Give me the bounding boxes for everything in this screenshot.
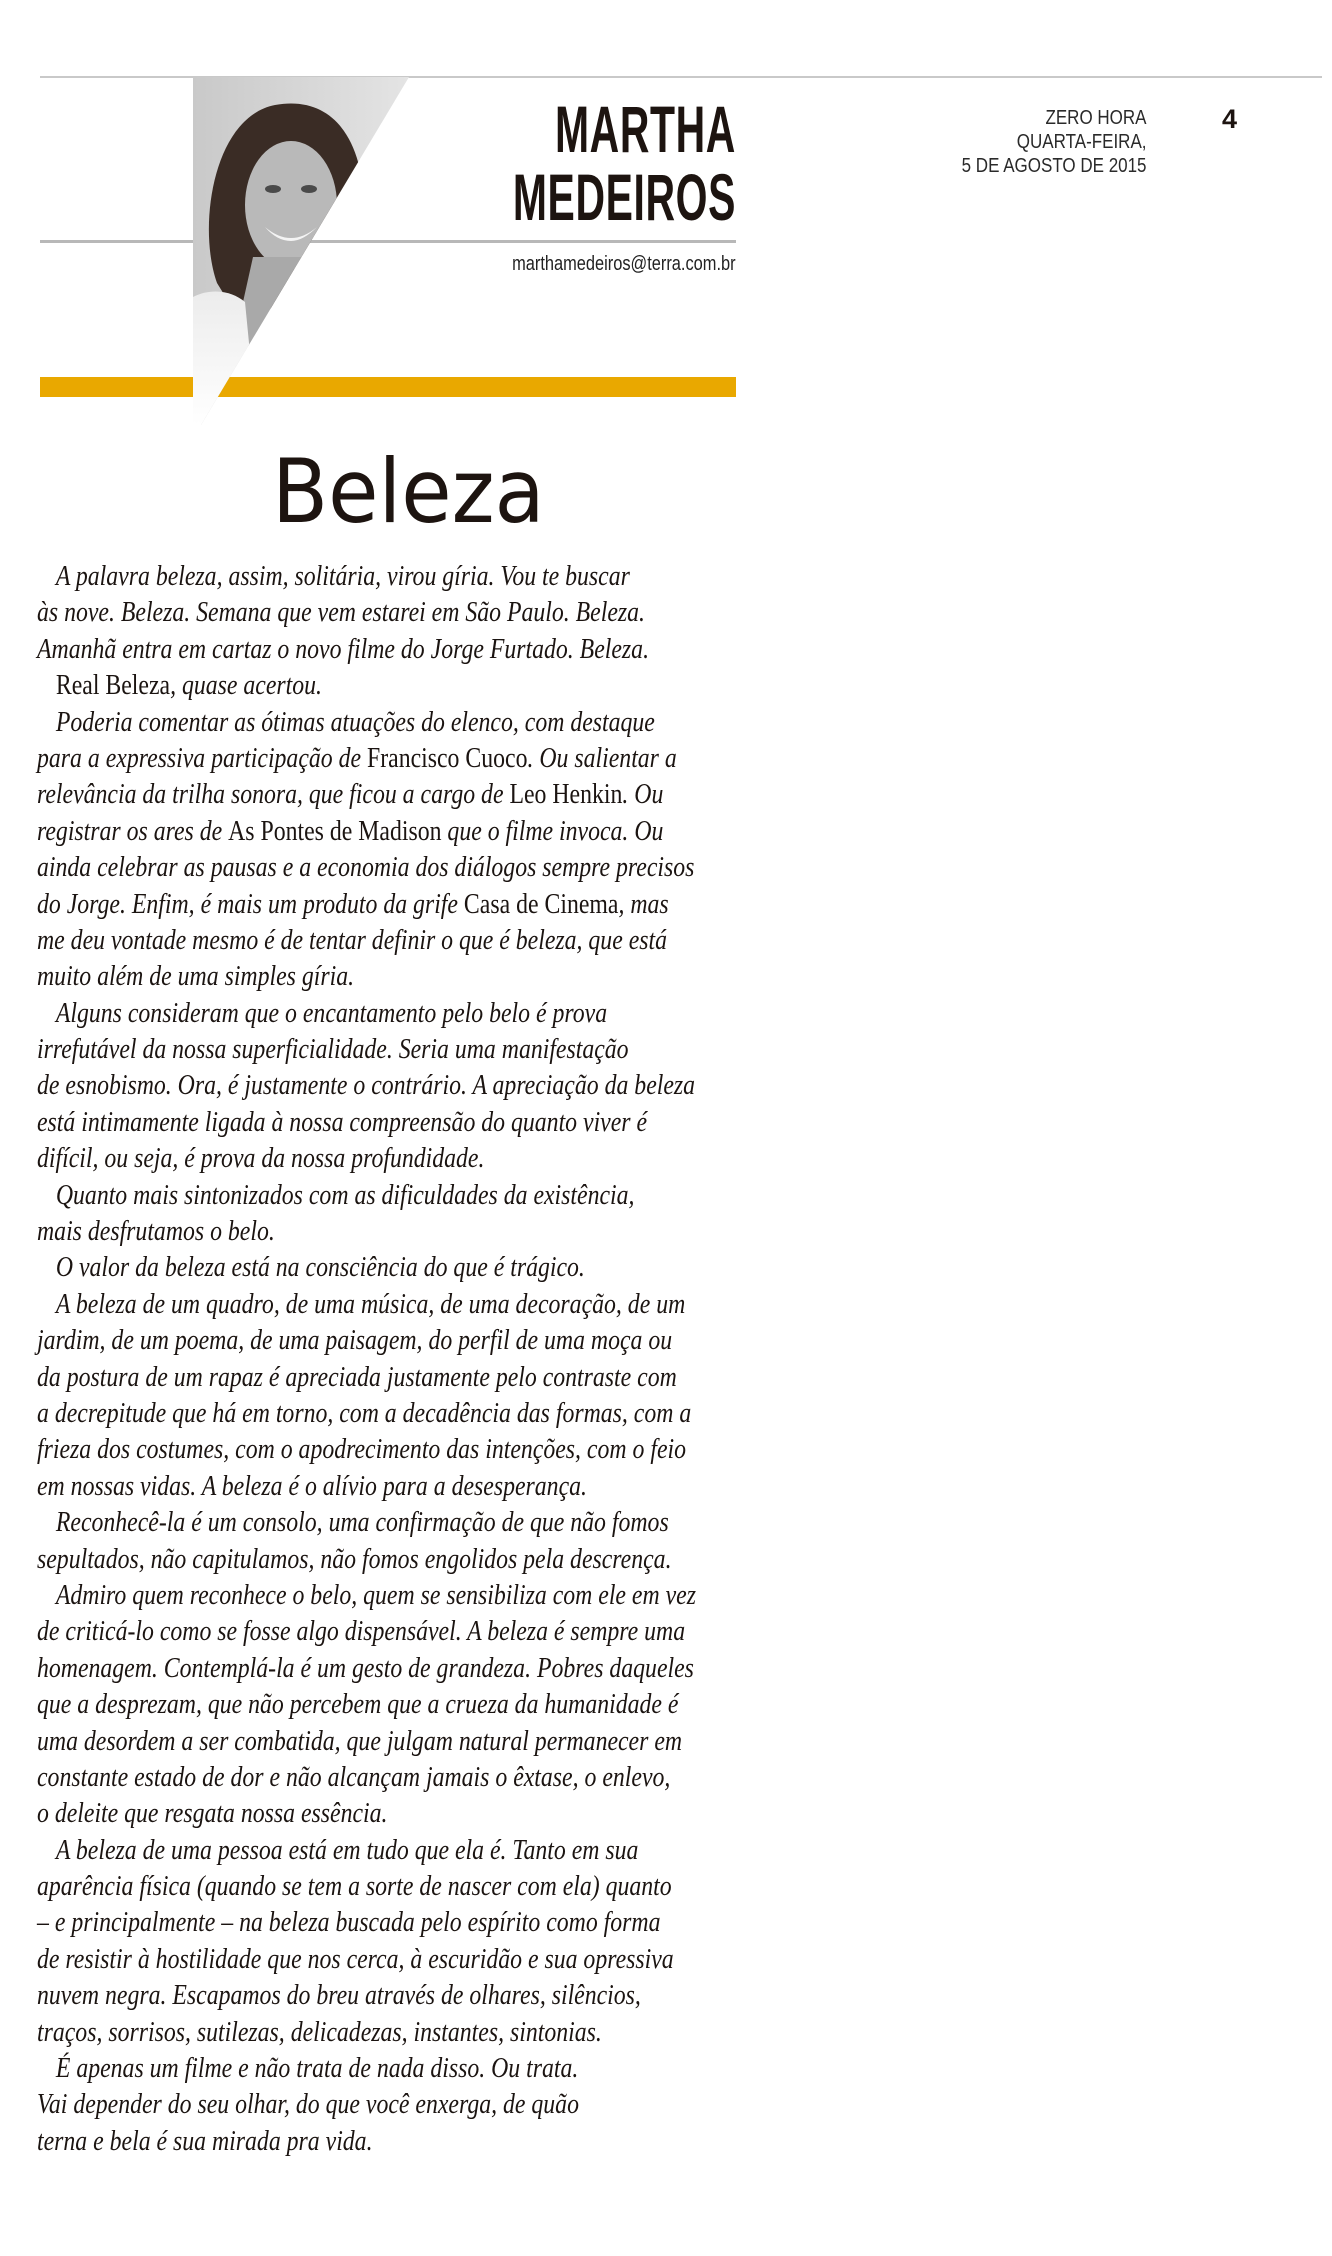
line-text: de resistir à hostilidade que nos cerca, à escuridão e sua opressiva [37, 1942, 674, 1975]
line-text: A beleza de uma pessoa está em tudo que ela é. Tanto em sua [55, 1833, 639, 1866]
line-text: homenagem. Contemplá-la é um gesto de grandeza. Pobres daqueles [37, 1651, 694, 1684]
article-line [37, 704, 742, 740]
line-text: está intimamente ligada à nossa compreensão do quanto viver é [37, 1105, 648, 1138]
line-text: Vai depender do seu olhar, do que você enxerga, de quão [37, 2088, 579, 2121]
article-line [37, 1541, 742, 1577]
article-line [37, 558, 742, 594]
proper-name-text: Leo Henkin [509, 778, 623, 811]
line-text: o deleite que resgata nossa essência. [37, 1797, 388, 1830]
proper-name-text: As Pontes de Madison [228, 814, 442, 847]
line-text: frieza dos costumes, com o apodrecimento das intenções, com o feio [37, 1433, 687, 1466]
line-text: que o filme invoca. Ou [441, 814, 664, 847]
line-text: da postura de um rapaz é apreciada justamente pelo contraste com [37, 1360, 677, 1393]
article-line [37, 1613, 742, 1649]
article-line [37, 1213, 742, 1249]
columnist-first-name: MARTHA [554, 92, 736, 166]
article-line [37, 1031, 742, 1067]
line-text: para a expressiva participação de [37, 741, 367, 774]
line-text: Poderia comentar as ótimas atuações do elenco, com destaque [55, 705, 655, 738]
article-line [37, 594, 742, 630]
columnist-last-name: MEDEIROS [512, 160, 736, 234]
article-line [37, 1322, 742, 1358]
line-text: ainda celebrar as pausas e a economia dos diálogos sempre precisos [37, 851, 695, 884]
article-line [37, 1431, 742, 1467]
line-text: relevância da trilha sonora, que ficou a cargo de [37, 778, 510, 811]
line-text: – e principalmente – na beleza buscada pelo espírito como forma [37, 1906, 661, 1939]
article-line [37, 2086, 742, 2122]
line-text: de esnobismo. Ora, é justamente o contrário. A apreciação da beleza [37, 1069, 696, 1102]
article-line [37, 631, 742, 667]
line-text: em nossas vidas. A beleza é o alívio para a desesperança. [37, 1469, 587, 1502]
line-text: de criticá-lo como se fosse algo dispensável. A beleza é sempre uma [37, 1615, 686, 1648]
article-title: Beleza [272, 440, 545, 543]
line-text: , quase acertou. [170, 669, 322, 702]
article-line [37, 1868, 742, 1904]
article-line [37, 1723, 742, 1759]
line-text: Reconhecê-la é um consolo, uma confirmação de que não fomos [55, 1506, 669, 1539]
article-line [37, 922, 742, 958]
line-text: . Ou salientar a [527, 741, 677, 774]
article-line [37, 995, 742, 1031]
line-text: Amanhã entra em cartaz o novo filme do Jorge Furtado. Beleza. [37, 632, 650, 665]
article-line [37, 1468, 742, 1504]
article-line [37, 776, 742, 812]
article-line [37, 667, 742, 703]
weekday: QUARTA-FEIRA, [1017, 131, 1147, 153]
article-line [37, 1686, 742, 1722]
line-text: do Jorge. Enfim, é mais um produto da grife [37, 887, 464, 920]
article-line [37, 1067, 742, 1103]
line-text: O valor da beleza está na consciência do que é trágico. [55, 1251, 585, 1284]
article-line [37, 958, 742, 994]
article-line [37, 1650, 742, 1686]
article-line [37, 1832, 742, 1868]
article-line [37, 1359, 742, 1395]
columnist-email[interactable]: marthamedeiros@terra.com.br [512, 253, 736, 275]
article-line [37, 1504, 742, 1540]
proper-name-text: Casa de Cinema [463, 887, 619, 920]
line-text: traços, sorrisos, sutilezas, delicadezas, instantes, sintonias. [37, 2015, 602, 2048]
page-number: 4 [1222, 104, 1238, 134]
line-text: sepultados, não capitulamos, não fomos engolidos pela descrença. [37, 1542, 672, 1575]
proper-name-text: Francisco Cuoco [366, 741, 528, 774]
article-line [37, 813, 742, 849]
line-text: constante estado de dor e não alcançam jamais o êxtase, o enlevo, [37, 1760, 671, 1793]
article-line [37, 1286, 742, 1322]
line-text: aparência física (quando se tem a sorte de nascer com ela) quanto [37, 1870, 672, 1903]
line-text: terna e bela é sua mirada pra vida. [37, 2124, 373, 2157]
article-line [37, 1140, 742, 1176]
article-line [37, 1177, 742, 1213]
line-text: , mas [618, 887, 669, 920]
line-text: muito além de uma simples gíria. [37, 960, 355, 993]
columnist-photo [193, 77, 409, 425]
article-line [37, 2014, 742, 2050]
publication-date: 5 DE AGOSTO DE 2015 [962, 155, 1147, 177]
article-line [37, 1577, 742, 1613]
article-line [37, 1904, 742, 1940]
article-body [37, 558, 897, 2159]
article-line [37, 1249, 742, 1285]
article-line [37, 740, 742, 776]
line-text: . Ou [622, 778, 664, 811]
line-text: A palavra beleza, assim, solitária, virou gíria. Vou te buscar [55, 560, 630, 592]
article-line [37, 886, 742, 922]
article-line [37, 1759, 742, 1795]
article-line [37, 1977, 742, 2013]
line-text: irrefutável da nossa superficialidade. Seria uma manifestação [37, 1033, 629, 1066]
article-line [37, 2123, 742, 2159]
article-line [37, 1104, 742, 1140]
line-text: que a desprezam, que não percebem que a crueza da humanidade é [37, 1688, 679, 1721]
line-text: nuvem negra. Escapamos do breu através de olhares, silêncios, [37, 1979, 641, 2012]
article-line [37, 2050, 742, 2086]
line-text: Alguns consideram que o encantamento pelo belo é prova [55, 996, 608, 1029]
line-text: É apenas um filme e não trata de nada disso. Ou trata. [55, 2052, 579, 2085]
line-text: Quanto mais sintonizados com as dificuldades da existência, [55, 1178, 635, 1211]
line-text: registrar os ares de [37, 814, 229, 847]
line-text: uma desordem a ser combatida, que julgam natural permanecer em [37, 1724, 683, 1757]
newspaper-name: ZERO HORA [1045, 107, 1147, 129]
line-text: jardim, de um poema, de uma paisagem, do perfil de uma moça ou [37, 1324, 673, 1357]
article-line [37, 1795, 742, 1831]
line-text: às nove. Beleza. Semana que vem estarei em São Paulo. Beleza. [37, 596, 645, 629]
article-line [37, 1941, 742, 1977]
line-text: difícil, ou seja, é prova da nossa profundidade. [37, 1142, 485, 1175]
article-line [37, 1395, 742, 1431]
line-text: me deu vontade mesmo é de tentar definir o que é beleza, que está [37, 923, 668, 956]
masthead-info [929, 106, 1147, 178]
line-text: mais desfrutamos o belo. [37, 1215, 275, 1248]
article-line [37, 849, 742, 885]
line-text: A beleza de um quadro, de uma música, de uma decoração, de um [55, 1287, 686, 1320]
line-text: Admiro quem reconhece o belo, quem se sensibiliza com ele em vez [55, 1578, 696, 1611]
line-text: a decrepitude que há em torno, com a decadência das formas, com a [37, 1396, 692, 1429]
proper-name-text: Real Beleza [55, 669, 171, 702]
